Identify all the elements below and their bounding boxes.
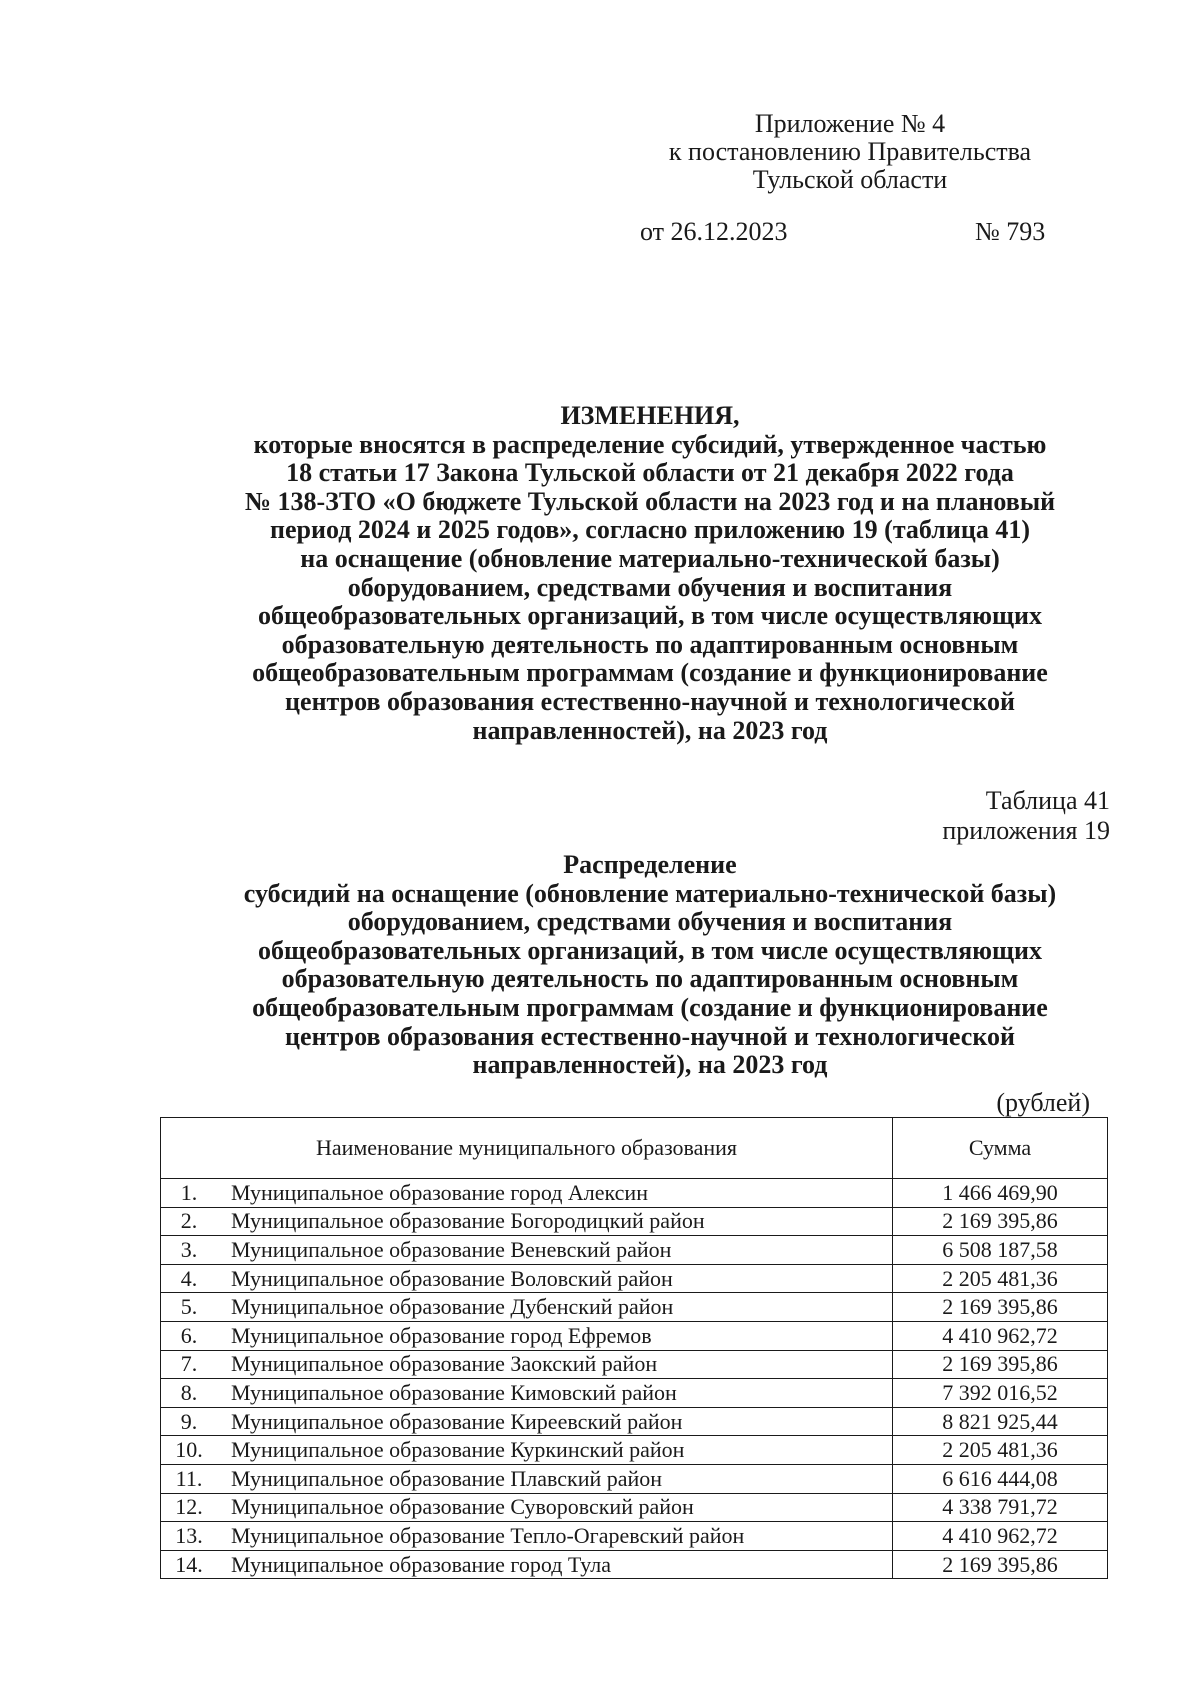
distribution-heading: Распределение (563, 850, 737, 879)
subsidy-sum: 2 169 395,86 (893, 1293, 1108, 1322)
row-number: 5. (161, 1293, 218, 1322)
municipality-name: Муниципальное образование Веневский район (217, 1236, 893, 1265)
table-reference-line-1: Таблица 41 (985, 786, 1110, 815)
distribution-line: общеобразовательных организаций, в том числе осуществляющих (258, 935, 1042, 965)
table-row (161, 1207, 1108, 1236)
municipality-name: Муниципальное образование Богородицкий район (217, 1207, 893, 1236)
subsidy-sum: 2 169 395,86 (893, 1350, 1108, 1379)
table-row (161, 1321, 1108, 1350)
appendix-line-1: Приложение № 4 (754, 109, 946, 138)
row-number: 14. (161, 1550, 218, 1579)
row-number: 7. (161, 1350, 218, 1379)
table-body (161, 1179, 1108, 1579)
subsidy-table (160, 1117, 1108, 1579)
municipality-name: Муниципальное образование город Ефремов (217, 1321, 893, 1350)
subsidy-sum: 4 410 962,72 (893, 1522, 1108, 1551)
table-row (161, 1293, 1108, 1322)
title-line: направленностей), на 2023 год (472, 715, 828, 745)
decree-number: № 793 (975, 217, 1046, 246)
row-number: 8. (161, 1379, 218, 1408)
header-municipality: Наименование муниципального образования (161, 1118, 893, 1179)
table-reference (942, 786, 1110, 846)
appendix-line-2: к постановлению Правительства (668, 137, 1032, 166)
appendix-line-3: Тульской области (752, 165, 948, 194)
changes-heading: ИЗМЕНЕНИЯ, (560, 401, 740, 430)
subsidy-sum: 1 466 469,90 (893, 1179, 1108, 1208)
table-row (161, 1493, 1108, 1522)
distribution-line: субсидий на оснащение (обновление материально-технической базы) (243, 878, 1057, 908)
table-row (161, 1179, 1108, 1208)
changes-title (150, 402, 1150, 745)
subsidy-sum: 2 169 395,86 (893, 1207, 1108, 1236)
row-number: 6. (161, 1321, 218, 1350)
subsidy-sum: 2 205 481,36 (893, 1264, 1108, 1293)
table-row (161, 1407, 1108, 1436)
title-line: общеобразовательным программам (создание и функционирование (252, 658, 1048, 688)
appendix-header (620, 110, 1080, 194)
subsidy-sum: 2 205 481,36 (893, 1436, 1108, 1465)
title-line: на оснащение (обновление материально-технической базы) (300, 543, 1000, 573)
header-sum: Сумма (893, 1118, 1108, 1179)
title-line: 18 статьи 17 Закона Тульской области от 21 декабря 2022 года (286, 458, 1014, 488)
row-number: 2. (161, 1207, 218, 1236)
title-line: общеобразовательных организаций, в том числе осуществляющих (258, 601, 1042, 631)
municipality-name: Муниципальное образование Киреевский район (217, 1407, 893, 1436)
subsidy-sum: 6 616 444,08 (893, 1464, 1108, 1493)
row-number: 4. (161, 1264, 218, 1293)
table-row (161, 1522, 1108, 1551)
subsidy-sum: 4 338 791,72 (893, 1493, 1108, 1522)
distribution-line: общеобразовательным программам (создание и функционирование (252, 992, 1048, 1022)
municipality-name: Муниципальное образование Дубенский район (217, 1293, 893, 1322)
title-line: оборудованием, средствами обучения и воспитания (347, 572, 953, 602)
municipality-name: Муниципальное образование Воловский район (217, 1264, 893, 1293)
distribution-line: центров образования естественно-научной и технологической (285, 1021, 1015, 1051)
distribution-line: направленностей), на 2023 год (472, 1050, 828, 1080)
row-number: 13. (161, 1522, 218, 1551)
title-line: которые вносятся в распределение субсидий, утвержденное частью (253, 429, 1047, 459)
distribution-title (150, 851, 1150, 1080)
subsidy-sum: 8 821 925,44 (893, 1407, 1108, 1436)
subsidy-sum: 7 392 016,52 (893, 1379, 1108, 1408)
row-number: 1. (161, 1179, 218, 1208)
title-line: центров образования естественно-научной и технологической (285, 686, 1015, 716)
row-number: 3. (161, 1236, 218, 1265)
subsidy-sum: 4 410 962,72 (893, 1321, 1108, 1350)
decree-date: от 26.12.2023 (640, 217, 788, 246)
unit-label: (рублей) (996, 1088, 1090, 1117)
table-row (161, 1436, 1108, 1465)
title-line: образовательную деятельность по адаптированным основным (281, 629, 1019, 659)
row-number: 12. (161, 1493, 218, 1522)
subsidy-sum: 2 169 395,86 (893, 1550, 1108, 1579)
row-number: 11. (161, 1464, 218, 1493)
title-line: период 2024 и 2025 годов», согласно приложению 19 (таблица 41) (270, 515, 1030, 545)
municipality-name: Муниципальное образование город Тула (217, 1550, 893, 1579)
subsidy-sum: 6 508 187,58 (893, 1236, 1108, 1265)
table-row (161, 1379, 1108, 1408)
municipality-name: Муниципальное образование Тепло-Огаревский район (217, 1522, 893, 1551)
table-header-row (161, 1118, 1108, 1179)
municipality-name: Муниципальное образование город Алексин (217, 1179, 893, 1208)
municipality-name: Муниципальное образование Заокский район (217, 1350, 893, 1379)
municipality-name: Муниципальное образование Суворовский район (217, 1493, 893, 1522)
title-line: № 138-ЗТО «О бюджете Тульской области на 2023 год и на плановый (244, 486, 1056, 516)
table-row (161, 1236, 1108, 1265)
table-row (161, 1550, 1108, 1579)
table-row (161, 1464, 1108, 1493)
municipality-name: Муниципальное образование Куркинский район (217, 1436, 893, 1465)
municipality-name: Муниципальное образование Кимовский район (217, 1379, 893, 1408)
table-reference-line-2: приложения 19 (942, 816, 1110, 845)
municipality-name: Муниципальное образование Плавский район (217, 1464, 893, 1493)
distribution-line: образовательную деятельность по адаптированным основным (281, 964, 1019, 994)
table-row (161, 1264, 1108, 1293)
distribution-line: оборудованием, средствами обучения и воспитания (347, 907, 953, 937)
table-row (161, 1350, 1108, 1379)
row-number: 10. (161, 1436, 218, 1465)
row-number: 9. (161, 1407, 218, 1436)
